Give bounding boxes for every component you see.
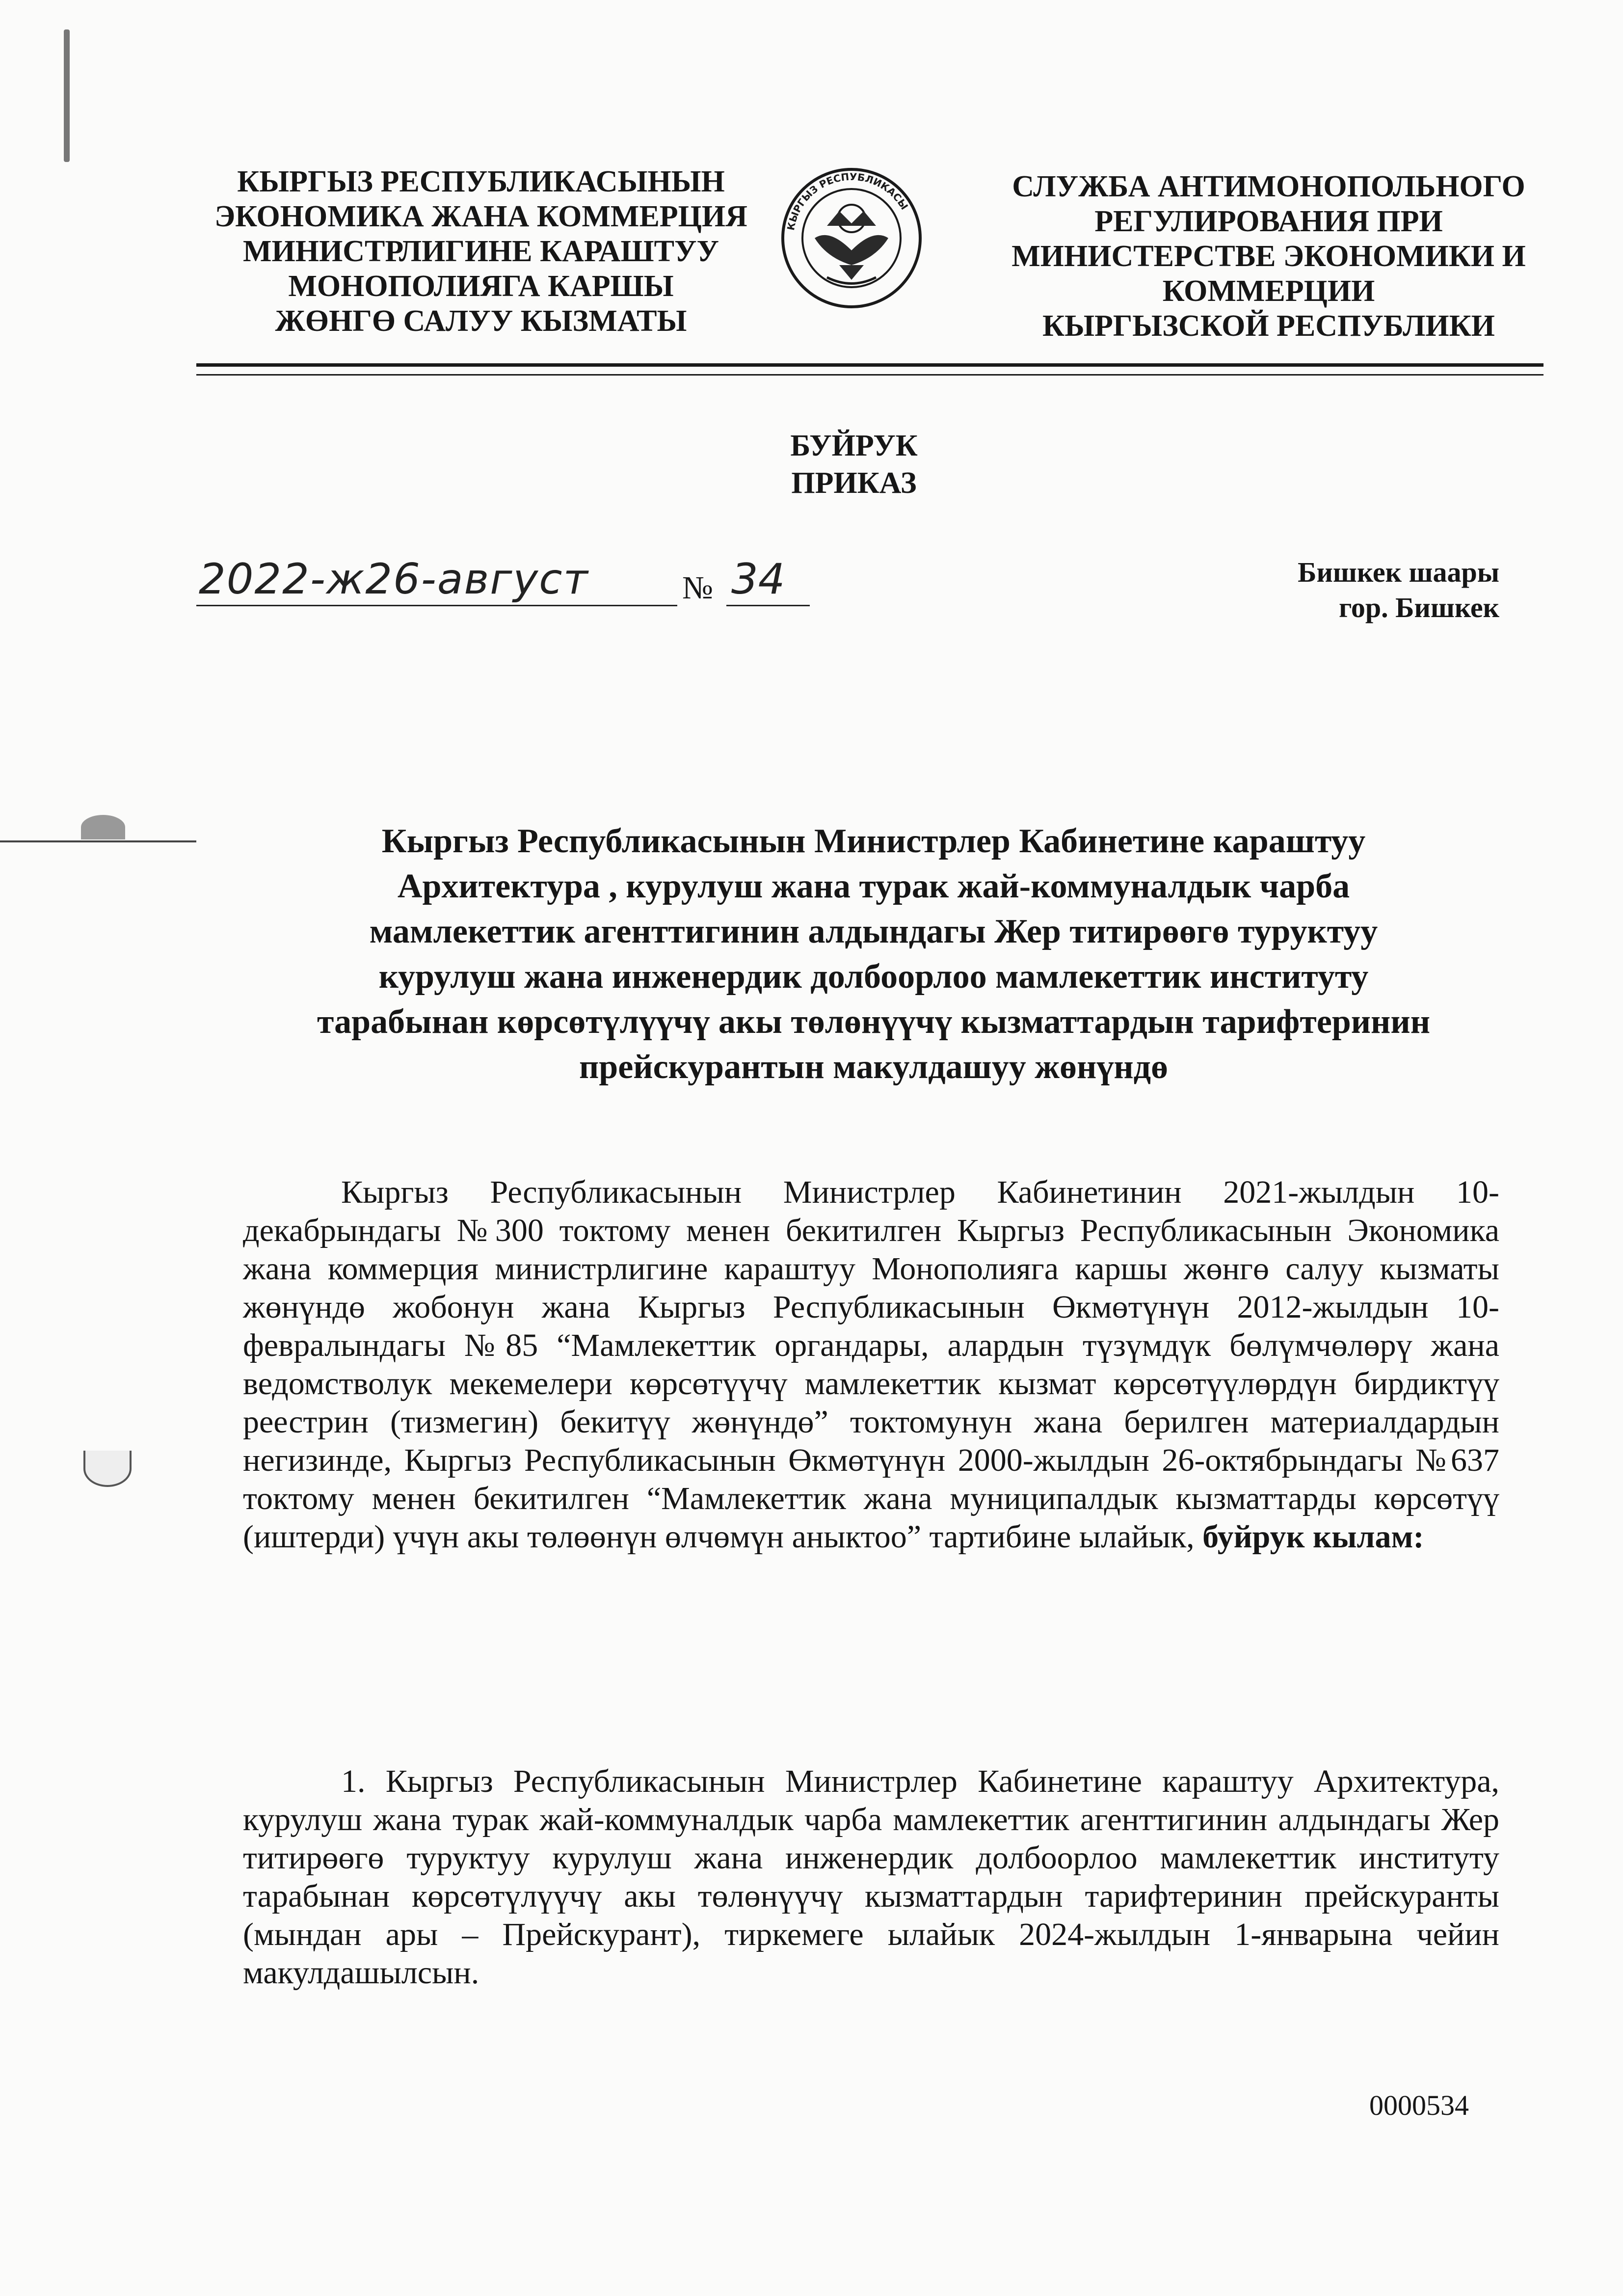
- handwritten-number: 34: [731, 555, 785, 604]
- order-item-1: 1. Кыргыз Республикасынын Министрлер Кабинетине караштуу Архитектура, курулуш жана турак жай-коммуналдык чарба мамлекеттик агенттигинин алдындагы Жер титирөөгө туруктуу курулуш жана инженердик долбоорлоо мамлекеттик институту тарабынан көрсөтүлүүчү акы төлөнүүчү кызматтардын тарифтеринин прейскуранты (мындан ары – Прейскурант), тиркемеге ылайык 2024-жылдын 1-январына чейин макулдашылсын.: [243, 1763, 1499, 1991]
- number-label: №: [682, 570, 713, 606]
- document-title: [236, 819, 1512, 1090]
- header-divider-thin: [196, 374, 1543, 376]
- header-right-line: КЫРГЫЗСКОЙ РЕСПУБЛИКИ: [1042, 309, 1495, 343]
- place-russian: гор. Бишкек: [1338, 592, 1499, 623]
- header-kyrgyz-agency-name: [196, 164, 766, 339]
- document-type: [726, 427, 982, 502]
- doc-type-russian: ПРИКАЗ: [791, 466, 917, 500]
- title-line: курулуш жана инженердик долбоорлоо мамлекеттик институту: [378, 958, 1369, 996]
- header-divider-thick: [196, 363, 1543, 367]
- header-left-line: МИНИСТРЛИГИНЕ КАРАШТУУ: [243, 235, 719, 268]
- preamble-paragraph: [243, 1173, 1499, 1556]
- header-right-line: МИНИСТЕРСТВЕ ЭКОНОМИКИ И: [1011, 240, 1526, 273]
- preamble-text: Кыргыз Республикасынын Министрлер Кабинетинин 2021-жылдын 10-декабрындагы №300 токтому менен бекитилген Кыргыз Республикасынын Экономика жана коммерция министрлигине караштуу Монополияга каршы жөнгө салуу кызматы жөнүндө жобонун жана Кыргыз Республикасынын Өкмөтүнүн 2012-жылдын 10-февралындагы №85 “Мамлекеттик органдары, алардын түзүмдүк бөлүмчөлөрү жана ведомстволук мекемелери көрсөтүүчү мамлекеттик кызмат көрсөтүүлөрдүн бирдиктүү реестрин (тизмегин) бекитүү жөнүндө” токтомунун жана берилген материалдардын негизинде, Кыргыз Республикасынын Өкмөтүнүн 2000-жылдын 26-октябрындагы №637 токтому менен бекитилген “Мамлекеттик жана муниципалдык кызматтарды көрсөтүү (иштерди) үчүн акы төлөөнүн өлчөмүн аныктоо” тартибине ылайык,: [243, 1174, 1499, 1555]
- header-left-line: ЭКОНОМИКА ЖАНА КОММЕРЦИЯ: [214, 200, 747, 233]
- date-number-line: [196, 555, 810, 614]
- order-phrase: буйрук кылам:: [1202, 1519, 1424, 1555]
- state-emblem-icon: [780, 164, 923, 312]
- place-kyrgyz: Бишкек шаары: [1298, 556, 1499, 588]
- header-left-line: ЖӨНГӨ САЛУУ КЫЗМАТЫ: [275, 304, 687, 338]
- title-line: Архитектура , курулуш жана турак жай-коммуналдык чарба: [397, 867, 1350, 905]
- header-right-line: СЛУЖБА АНТИМОНОПОЛЬНОГО: [1012, 170, 1525, 203]
- header-right-line: РЕГУЛИРОВАНИЯ ПРИ: [1094, 205, 1443, 238]
- header-russian-agency-name: [996, 169, 1541, 344]
- header-right-line: КОММЕРЦИИ: [1162, 274, 1375, 308]
- handwritten-date: 2022-ж26-август: [199, 555, 589, 604]
- form-serial-number: 0000534: [1369, 2089, 1469, 2121]
- title-line: мамлекеттик агенттигинин алдындагы Жер титирөөгө туруктуу: [369, 913, 1378, 950]
- emblem-ring-text: КЫРГЫЗ РЕСПУБЛИКАСЫ: [785, 170, 911, 232]
- place-of-issue: [1276, 555, 1499, 625]
- title-line: Кыргыз Республикасынын Министрлер Кабинетине караштуу: [381, 822, 1366, 860]
- binder-scan-mark: [64, 29, 70, 162]
- binder-scan-line: [0, 840, 196, 842]
- header-left-line: КЫРГЫЗ РЕСПУБЛИКАСЫНЫН: [237, 165, 725, 198]
- header-left-line: МОНОПОЛИЯГА КАРШЫ: [288, 270, 674, 303]
- binder-hole-top: [81, 815, 125, 839]
- title-line: прейскурантын макулдашуу жөнүндө: [579, 1048, 1169, 1086]
- number-underline: [726, 605, 810, 606]
- doc-type-kyrgyz: БУЙРУК: [790, 429, 918, 462]
- date-underline: [196, 605, 677, 606]
- title-line: тарабынан көрсөтүлүүчү акы төлөнүүчү кызматтардын тарифтеринин: [317, 1003, 1431, 1041]
- binder-hole-bottom: [83, 1451, 132, 1487]
